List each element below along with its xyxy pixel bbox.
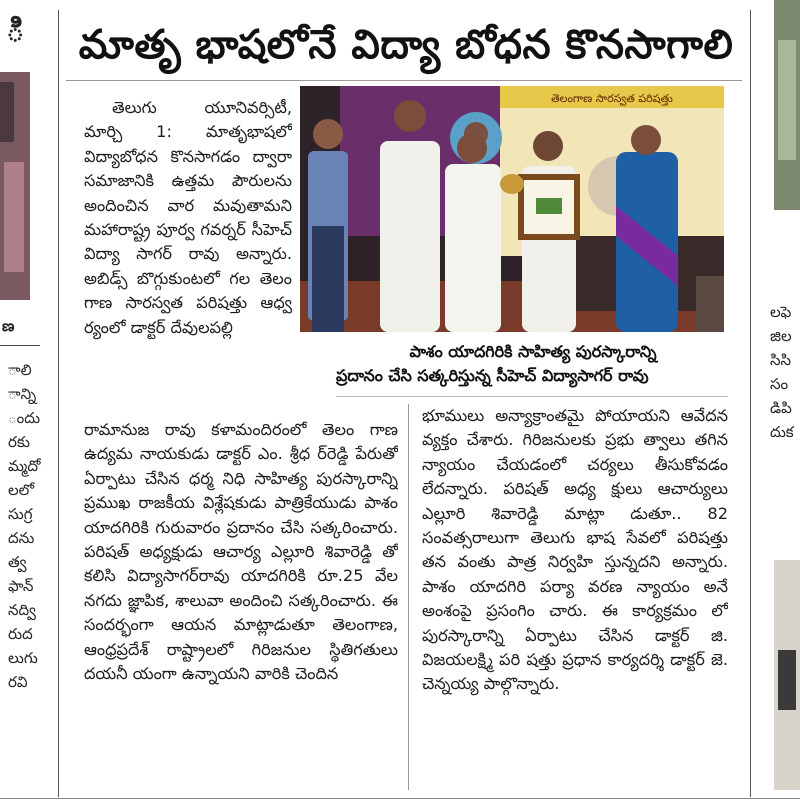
caption-rule [336, 396, 728, 397]
photo-caption [336, 340, 730, 388]
fragment-text: జిల [770, 327, 792, 345]
fragment-text: మ్మదో [8, 457, 41, 475]
article-headline: మాతృ భాషలోనే విద్యా బోధన కొనసాగాలి [78, 22, 734, 68]
person-3 [445, 164, 501, 332]
article-column-1-top [84, 96, 292, 418]
award-ceremony-photo [300, 86, 724, 332]
fragment-text: రకు [8, 433, 30, 451]
adjacent-headline-fragment [0, 0, 36, 70]
article-photo [300, 86, 724, 332]
adjacent-article-left [0, 0, 58, 807]
fragment-text: త్వ [8, 553, 27, 571]
article-column-2 [422, 404, 728, 790]
fragment-text: ందు [8, 409, 41, 427]
divider [0, 345, 40, 346]
fragment-text: రవి [8, 673, 28, 691]
fragment-text: లఫె [770, 303, 792, 321]
adjacent-photo [774, 560, 800, 790]
caption-line-1: పాశం యాదగిరికి సాహిత్య పురస్కారాన్ని [409, 342, 657, 361]
fragment-text: రుద [8, 625, 33, 643]
memento [500, 174, 524, 194]
person-2 [380, 141, 440, 332]
fragment-text: ాన్ని [8, 385, 37, 403]
fragment-text: ఫాన్ [8, 577, 34, 595]
fragment-text: లుగు [8, 649, 38, 667]
fragment-text: దుక [770, 423, 794, 441]
article-column-1-bottom [84, 418, 398, 790]
fragment-text: దను [8, 529, 35, 547]
fragment-text: ణ [2, 317, 15, 335]
fragment-text: సుగ్ర [8, 505, 33, 523]
fragment-text: ి [6, 11, 25, 49]
article-paragraph: భూములు అన్యాక్రాంతమై పోయాయని ఆవేదన వ్యక్తం చేశారు. గిరిజనులకు ప్రభు త్వాలు తగిన న్యాయం చేయడంలో చర్యలు తీసుకోవడం లేదన్నారు. పరిషత్ అధ్య క్షులు ఆచార్యులు ఎల్లూరి శివారెడ్డి మాట్లా డుతూ.. 82 సంవత్సరాలుగా తెలుగు భాష సేవలో పరిషత్తు తన వంతు పాత్ర నిర్వహి స్తున్నదని అన్నారు. పాశం యాదగిరి పర్యా వరణ న్యాయం అనే అంశంపై ప్రసంగిం చారు. ఈ కార్యక్రమం లో పురస్కారాన్ని ఏర్పాటు చేసిన డాక్టర్ జి. విజయలక్ష్మి పరి షత్తు ప్రధాన కార్యదర్శి డాక్టర్ జె. చెన్నయ్య పాల్గొన్నారు. [422, 406, 728, 694]
column-rule-left [58, 10, 59, 797]
article-paragraph: రామానుజ రావు కళామందిరంలో తెలం గాణ ఉద్యమ నాయకుడు డాక్టర్ ఎం. శ్రీధ ర్‌రెడ్డి పేరుతో ఏర్పాటు చేసిన ధర్మ నిధి సాహిత్య పురస్కారాన్ని ప్రముఖ రాజకీయ విశ్లేషకుడు పాత్రికేయుడు పాశం యాదగిరికి గురువారం ప్రదానం చేసి సత్కరించారు. పరిషత్ అధ్యక్షుడు ఆచార్య ఎల్లూరి శివారెడ్డి తో కలిసి విద్యాసాగర్‌రావు యాదగిరికి రూ.25 వేల నగదు జ్ఞాపిక, శాలువా అందించి సత్కరించారు. ఈ సందర్భంగా ఆయన మాట్లాడుతూ తెలంగాణ, ఆంధ్రప్రదేశ్ రాష్ట్రాలలో గిరిజనుల స్థితిగతులు దయనీ యంగా ఉన్నాయని వారికి చెందిన [84, 420, 398, 684]
article-column-rule [408, 404, 409, 790]
caption-line-2: ప్రదానం చేసి సత్కరిస్తున్న సీహెచ్ విద్యాసాగర్ రావు [336, 366, 649, 385]
column-rule-right [750, 10, 751, 797]
adjacent-photo [0, 72, 30, 300]
page-bottom-rule [0, 798, 800, 799]
fragment-text: లలో [8, 481, 35, 499]
fragment-text: డిపి [770, 399, 792, 417]
fragment-text: సం [770, 375, 789, 393]
banner-text: తెలంగాణ సారస్వత పరిషత్తు [551, 92, 673, 105]
article-paragraph: తెలుగు యూనివర్సిటీ, మార్చి 1: మాతృభాషలో విద్యాబోధన కొనసాగడం ద్వారా సమాజానికి ఉత్తమ పౌరులను అందించిన వార మవుతామని మహారాష్ట్ర పూర్వ గవర్నర్ సీహెచ్ విద్యా సాగర్ రావు అన్నారు. అబిడ్స్ బొగ్గుకుంటలో గల తెలం గాణ సారస్వత పరిషత్తు ఆధ్వ ర్యంలో డాక్టర్ దేవులపల్లి [84, 98, 292, 337]
adjacent-photo [774, 0, 800, 210]
fragment-text: నద్వి [8, 601, 36, 619]
fragment-text: సిసి [770, 351, 792, 369]
fragment-text: ాలి [8, 361, 32, 379]
headline-rule [66, 80, 742, 81]
adjacent-article-right [752, 0, 800, 807]
